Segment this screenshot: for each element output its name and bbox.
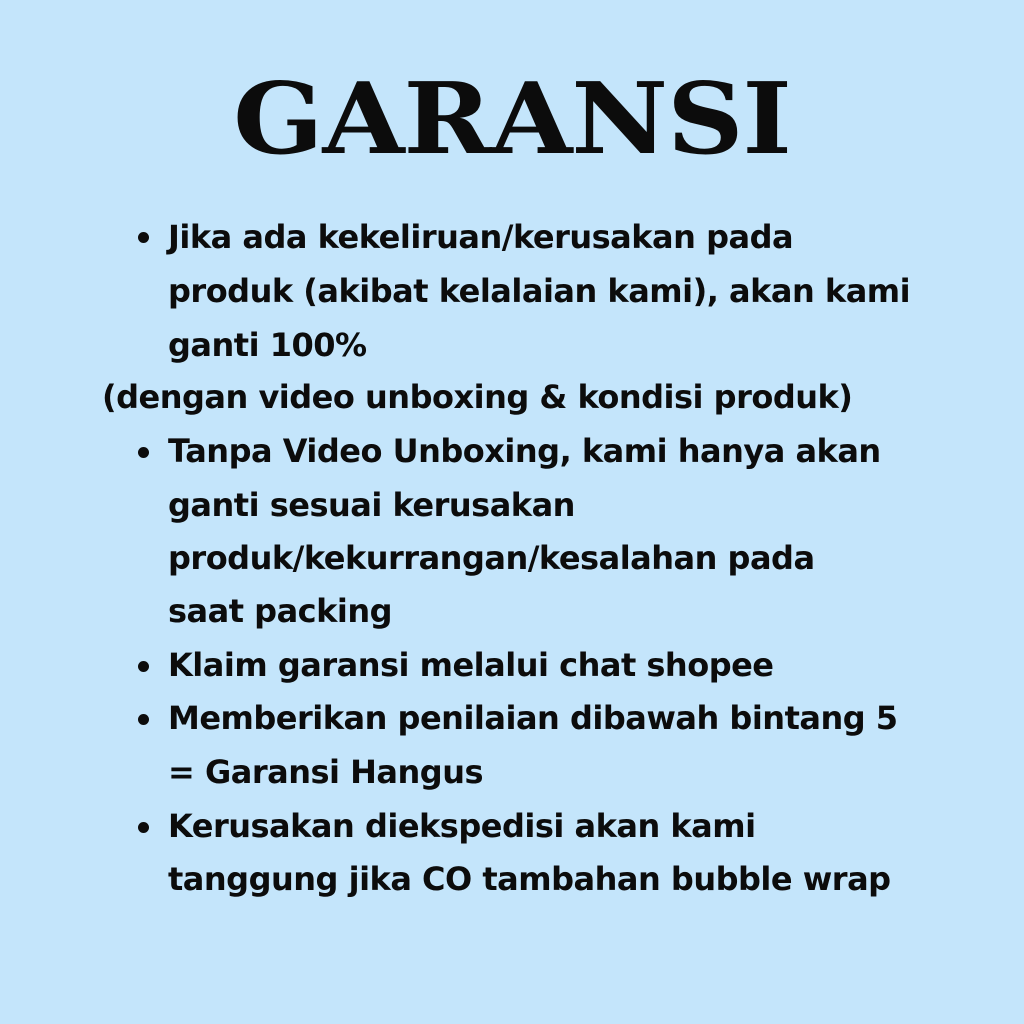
bullet-4-icon bbox=[138, 714, 149, 725]
bullet-5-icon bbox=[138, 822, 149, 833]
bullet-1-line-3: ganti 100% bbox=[168, 326, 367, 364]
bullet-2-line-2: ganti sesuai kerusakan bbox=[168, 486, 575, 524]
bullet-1-line-1: Jika ada kekeliruan/kerusakan pada bbox=[168, 218, 794, 256]
bullet-5-line-2: tanggung jika CO tambahan bubble wrap bbox=[168, 860, 891, 898]
bullet-2-line-3: produk/kekurrangan/kesalahan pada bbox=[168, 539, 815, 577]
bullet-2-icon bbox=[138, 447, 149, 458]
bullet-5-line-1: Kerusakan diekspedisi akan kami bbox=[168, 807, 756, 845]
bullet-3-icon bbox=[138, 661, 149, 672]
bullet-4-line-2: = Garansi Hangus bbox=[168, 753, 484, 791]
bullet-1-line-2: produk (akibat kelalaian kami), akan kami bbox=[168, 272, 911, 310]
bullet-1-icon bbox=[138, 232, 149, 243]
note-text: (dengan video unboxing & kondisi produk) bbox=[102, 378, 853, 416]
bullet-2-line-1: Tanpa Video Unboxing, kami hanya akan bbox=[168, 432, 881, 470]
bullet-4-line-1: Memberikan penilaian dibawah bintang 5 bbox=[168, 699, 898, 737]
bullet-3-line-1: Klaim garansi melalui chat shopee bbox=[168, 646, 774, 684]
page-title: GARANSI bbox=[233, 62, 791, 177]
bullet-2-line-4: saat packing bbox=[168, 592, 393, 630]
